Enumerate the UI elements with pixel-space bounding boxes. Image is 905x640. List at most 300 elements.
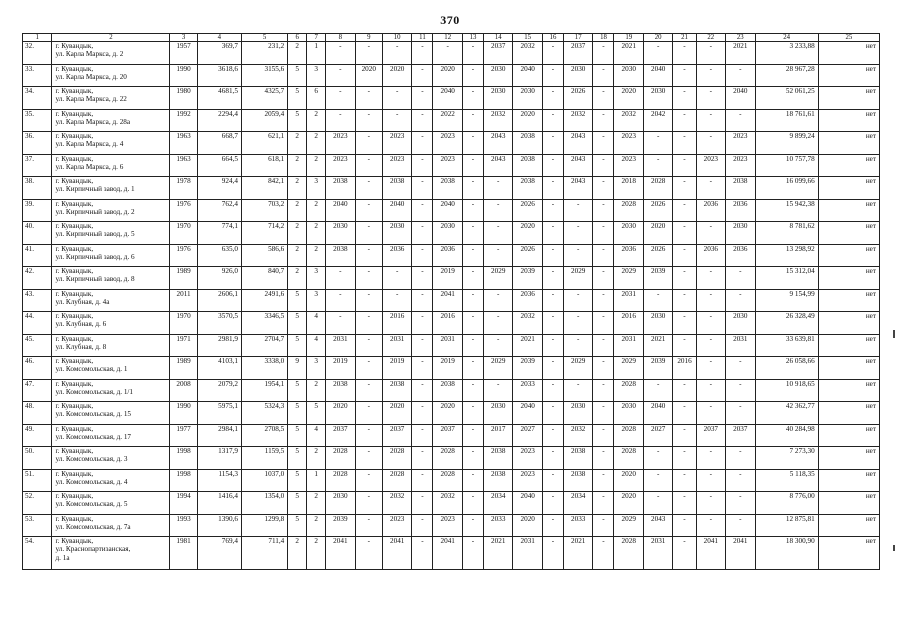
col-18-cell: - — [593, 379, 614, 402]
col-10-cell: - — [382, 87, 411, 110]
col-16-cell: - — [542, 469, 563, 492]
col-9-cell: - — [355, 312, 382, 335]
col-12-cell: 2016 — [433, 312, 462, 335]
col-16-cell: - — [542, 132, 563, 155]
col-10-cell: 2028 — [382, 447, 411, 470]
col-9-cell: - — [355, 469, 382, 492]
col-15-cell: 2027 — [513, 424, 542, 447]
col-10-cell: - — [382, 267, 411, 290]
floors-cell: 5 — [288, 402, 307, 425]
col-10-cell: 2023 — [382, 154, 411, 177]
col-12-cell: 2041 — [433, 289, 462, 312]
col-21-cell: - — [673, 244, 696, 267]
col-25-cell: нет — [818, 514, 879, 537]
total-area-cell: 5975,1 — [197, 402, 241, 425]
col-9-cell: - — [355, 199, 382, 222]
col-21-cell: - — [673, 492, 696, 515]
col-20-cell: - — [643, 42, 672, 65]
col-20-cell: 2043 — [643, 514, 672, 537]
col-14-cell: - — [483, 199, 512, 222]
row-number-cell: 46. — [23, 357, 52, 380]
col-22-cell: - — [696, 42, 725, 65]
col-18-cell: - — [593, 357, 614, 380]
entrances-cell: 2 — [307, 514, 326, 537]
col-9-cell: - — [355, 379, 382, 402]
col-23-cell: - — [726, 289, 755, 312]
col-23-cell: - — [726, 402, 755, 425]
col-20-cell: - — [643, 154, 672, 177]
col-22-cell: 2041 — [696, 537, 725, 570]
col-16-cell: - — [542, 177, 563, 200]
margin-mark — [893, 545, 895, 551]
col-11-cell: - — [412, 289, 433, 312]
floors-cell: 2 — [288, 132, 307, 155]
col-13-cell: - — [462, 87, 483, 110]
col-22-cell: - — [696, 447, 725, 470]
col-11-cell: - — [412, 109, 433, 132]
col-8-cell: 2030 — [326, 222, 355, 245]
col-13-cell: - — [462, 199, 483, 222]
entrances-cell: 5 — [307, 402, 326, 425]
col-16-cell: - — [542, 154, 563, 177]
repair-cost-cell: 42 362,77 — [755, 402, 818, 425]
col-22-cell: - — [696, 177, 725, 200]
col-20-cell: 2028 — [643, 177, 672, 200]
col-11-cell: - — [412, 492, 433, 515]
row-number-cell: 53. — [23, 514, 52, 537]
year-built-cell: 1998 — [170, 447, 197, 470]
col-16-cell: - — [542, 109, 563, 132]
col-19-cell: 2028 — [614, 537, 643, 570]
col-22-cell: - — [696, 312, 725, 335]
col-19-cell: 2023 — [614, 154, 643, 177]
entrances-cell: 2 — [307, 132, 326, 155]
col-20-cell: 2027 — [643, 424, 672, 447]
total-area-cell: 774,1 — [197, 222, 241, 245]
living-area-cell: 711,4 — [241, 537, 287, 570]
year-built-cell: 1970 — [170, 222, 197, 245]
col-22-cell: - — [696, 469, 725, 492]
entrances-cell: 4 — [307, 334, 326, 357]
row-number-cell: 48. — [23, 402, 52, 425]
col-11-cell: - — [412, 469, 433, 492]
col-22-cell: - — [696, 87, 725, 110]
floors-cell: 5 — [288, 424, 307, 447]
floors-cell: 5 — [288, 312, 307, 335]
col-16-cell: - — [542, 402, 563, 425]
col-23-cell: - — [726, 514, 755, 537]
year-built-cell: 1994 — [170, 492, 197, 515]
col-11-cell: - — [412, 447, 433, 470]
row-number-cell: 38. — [23, 177, 52, 200]
living-area-cell: 840,7 — [241, 267, 287, 290]
col-20-cell: 2040 — [643, 64, 672, 87]
col-15-cell: 2032 — [513, 42, 542, 65]
column-number-cell: 25 — [818, 34, 879, 42]
col-10-cell: - — [382, 109, 411, 132]
col-9-cell: - — [355, 424, 382, 447]
column-number-cell: 7 — [307, 34, 326, 42]
floors-cell: 2 — [288, 244, 307, 267]
living-area-cell: 1037,0 — [241, 469, 287, 492]
row-number-cell: 35. — [23, 109, 52, 132]
floors-cell: 2 — [288, 42, 307, 65]
living-area-cell: 3155,6 — [241, 64, 287, 87]
col-14-cell: - — [483, 177, 512, 200]
year-built-cell: 1957 — [170, 42, 197, 65]
col-10-cell: 2020 — [382, 402, 411, 425]
col-23-cell: - — [726, 109, 755, 132]
col-22-cell: - — [696, 514, 725, 537]
col-22-cell: - — [696, 357, 725, 380]
col-9-cell: - — [355, 87, 382, 110]
col-17-cell: 2030 — [563, 64, 592, 87]
floors-cell: 5 — [288, 447, 307, 470]
col-21-cell: - — [673, 64, 696, 87]
col-19-cell: 2030 — [614, 402, 643, 425]
col-20-cell: 2026 — [643, 244, 672, 267]
col-9-cell: - — [355, 42, 382, 65]
col-20-cell: - — [643, 492, 672, 515]
col-21-cell: - — [673, 87, 696, 110]
row-number-cell: 42. — [23, 267, 52, 290]
living-area-cell: 2059,4 — [241, 109, 287, 132]
floors-cell: 2 — [288, 199, 307, 222]
col-22-cell: - — [696, 289, 725, 312]
col-25-cell: нет — [818, 492, 879, 515]
col-19-cell: 2029 — [614, 267, 643, 290]
living-area-cell: 842,1 — [241, 177, 287, 200]
col-10-cell: 2016 — [382, 312, 411, 335]
floors-cell: 9 — [288, 357, 307, 380]
col-23-cell: 2023 — [726, 132, 755, 155]
address-cell: г. Кувандык, ул. Комсомольская, д. 1 — [52, 357, 170, 380]
living-area-cell: 714,2 — [241, 222, 287, 245]
col-21-cell: - — [673, 469, 696, 492]
col-14-cell: 2033 — [483, 514, 512, 537]
column-number-cell: 15 — [513, 34, 542, 42]
col-17-cell: 2030 — [563, 402, 592, 425]
col-9-cell: - — [355, 514, 382, 537]
col-17-cell: - — [563, 334, 592, 357]
row-number-cell: 32. — [23, 42, 52, 65]
col-12-cell: 2020 — [433, 64, 462, 87]
col-17-cell: - — [563, 312, 592, 335]
table-row — [23, 514, 880, 537]
col-12-cell: 2036 — [433, 244, 462, 267]
col-19-cell: 2032 — [614, 109, 643, 132]
entrances-cell: 3 — [307, 267, 326, 290]
col-13-cell: - — [462, 537, 483, 570]
col-22-cell: 2023 — [696, 154, 725, 177]
col-20-cell: - — [643, 447, 672, 470]
year-built-cell: 1990 — [170, 64, 197, 87]
col-22-cell: - — [696, 334, 725, 357]
col-8-cell: 2038 — [326, 244, 355, 267]
col-18-cell: - — [593, 154, 614, 177]
col-18-cell: - — [593, 109, 614, 132]
col-22-cell: 2036 — [696, 199, 725, 222]
entrances-cell: 3 — [307, 289, 326, 312]
col-16-cell: - — [542, 514, 563, 537]
row-number-cell: 44. — [23, 312, 52, 335]
total-area-cell: 2294,4 — [197, 109, 241, 132]
col-22-cell: 2036 — [696, 244, 725, 267]
col-10-cell: 2036 — [382, 244, 411, 267]
year-built-cell: 1976 — [170, 199, 197, 222]
col-10-cell: 2041 — [382, 537, 411, 570]
col-13-cell: - — [462, 289, 483, 312]
total-area-cell: 924,4 — [197, 177, 241, 200]
table-row — [23, 424, 880, 447]
col-14-cell: 2029 — [483, 357, 512, 380]
repair-cost-cell: 7 273,30 — [755, 447, 818, 470]
col-22-cell: - — [696, 222, 725, 245]
col-14-cell: - — [483, 222, 512, 245]
col-23-cell: - — [726, 492, 755, 515]
col-8-cell: 2038 — [326, 177, 355, 200]
floors-cell: 5 — [288, 334, 307, 357]
address-cell: г. Кувандык, ул. Комсомольская, д. 17 — [52, 424, 170, 447]
year-built-cell: 1989 — [170, 357, 197, 380]
col-12-cell: 2040 — [433, 199, 462, 222]
col-21-cell: - — [673, 267, 696, 290]
table-row — [23, 244, 880, 267]
total-area-cell: 3570,5 — [197, 312, 241, 335]
column-number-cell: 22 — [696, 34, 725, 42]
entrances-cell: 6 — [307, 87, 326, 110]
col-19-cell: 2023 — [614, 132, 643, 155]
col-17-cell: 2038 — [563, 469, 592, 492]
col-12-cell: 2019 — [433, 267, 462, 290]
col-11-cell: - — [412, 222, 433, 245]
col-19-cell: 2029 — [614, 357, 643, 380]
col-13-cell: - — [462, 334, 483, 357]
col-18-cell: - — [593, 424, 614, 447]
col-8-cell: - — [326, 42, 355, 65]
year-built-cell: 1990 — [170, 402, 197, 425]
col-21-cell: - — [673, 42, 696, 65]
col-20-cell: 2021 — [643, 334, 672, 357]
col-8-cell: 2023 — [326, 132, 355, 155]
address-cell: г. Кувандык, ул. Карла Маркса, д. 20 — [52, 64, 170, 87]
table-row — [23, 222, 880, 245]
col-14-cell: 2043 — [483, 132, 512, 155]
address-cell: г. Кувандык, ул. Кирпичный завод, д. 5 — [52, 222, 170, 245]
col-16-cell: - — [542, 42, 563, 65]
total-area-cell: 2984,1 — [197, 424, 241, 447]
address-cell: г. Кувандык, ул. Клубная, д. 4а — [52, 289, 170, 312]
col-20-cell: 2031 — [643, 537, 672, 570]
col-18-cell: - — [593, 42, 614, 65]
col-21-cell: - — [673, 289, 696, 312]
total-area-cell: 2606,1 — [197, 289, 241, 312]
col-25-cell: нет — [818, 334, 879, 357]
col-25-cell: нет — [818, 154, 879, 177]
entrances-cell: 3 — [307, 177, 326, 200]
entrances-cell: 2 — [307, 447, 326, 470]
col-20-cell: 2026 — [643, 199, 672, 222]
col-21-cell: - — [673, 514, 696, 537]
repair-cost-cell: 15 312,04 — [755, 267, 818, 290]
col-25-cell: нет — [818, 447, 879, 470]
table-row — [23, 469, 880, 492]
col-18-cell: - — [593, 402, 614, 425]
col-18-cell: - — [593, 199, 614, 222]
repair-cost-cell: 18 761,61 — [755, 109, 818, 132]
repair-cost-cell: 10 757,78 — [755, 154, 818, 177]
living-area-cell: 586,6 — [241, 244, 287, 267]
address-cell: г. Кувандык, ул. Краснопартизанская, д. 1а — [52, 537, 170, 570]
col-15-cell: 2026 — [513, 199, 542, 222]
col-23-cell: - — [726, 379, 755, 402]
column-number-cell: 8 — [326, 34, 355, 42]
entrances-cell: 2 — [307, 199, 326, 222]
col-9-cell: - — [355, 289, 382, 312]
col-11-cell: - — [412, 379, 433, 402]
col-8-cell: 2041 — [326, 537, 355, 570]
total-area-cell: 1416,4 — [197, 492, 241, 515]
col-11-cell: - — [412, 64, 433, 87]
col-16-cell: - — [542, 289, 563, 312]
repair-cost-cell: 52 061,25 — [755, 87, 818, 110]
col-17-cell: - — [563, 199, 592, 222]
col-13-cell: - — [462, 514, 483, 537]
col-12-cell: 2023 — [433, 154, 462, 177]
col-12-cell: 2038 — [433, 177, 462, 200]
total-area-cell: 1154,3 — [197, 469, 241, 492]
col-10-cell: 2030 — [382, 222, 411, 245]
col-10-cell: 2020 — [382, 64, 411, 87]
col-11-cell: - — [412, 177, 433, 200]
col-8-cell: - — [326, 64, 355, 87]
total-area-cell: 2981,9 — [197, 334, 241, 357]
table-row — [23, 492, 880, 515]
col-18-cell: - — [593, 514, 614, 537]
repair-cost-cell: 26 058,66 — [755, 357, 818, 380]
entrances-cell: 3 — [307, 357, 326, 380]
table-row — [23, 289, 880, 312]
col-25-cell: нет — [818, 424, 879, 447]
total-area-cell: 668,7 — [197, 132, 241, 155]
year-built-cell: 1980 — [170, 87, 197, 110]
col-13-cell: - — [462, 469, 483, 492]
col-18-cell: - — [593, 222, 614, 245]
col-16-cell: - — [542, 87, 563, 110]
col-13-cell: - — [462, 132, 483, 155]
repair-cost-cell: 8 776,00 — [755, 492, 818, 515]
col-10-cell: - — [382, 289, 411, 312]
row-number-cell: 54. — [23, 537, 52, 570]
col-12-cell: 2022 — [433, 109, 462, 132]
col-8-cell: 2039 — [326, 514, 355, 537]
col-23-cell: - — [726, 469, 755, 492]
living-area-cell: 231,2 — [241, 42, 287, 65]
col-23-cell: 2037 — [726, 424, 755, 447]
col-15-cell: 2026 — [513, 244, 542, 267]
year-built-cell: 1981 — [170, 537, 197, 570]
year-built-cell: 1992 — [170, 109, 197, 132]
address-cell: г. Кувандык, ул. Клубная, д. 8 — [52, 334, 170, 357]
col-13-cell: - — [462, 244, 483, 267]
address-cell: г. Кувандык, ул. Кирпичный завод, д. 1 — [52, 177, 170, 200]
col-11-cell: - — [412, 132, 433, 155]
col-25-cell: нет — [818, 357, 879, 380]
col-10-cell: 2038 — [382, 177, 411, 200]
living-area-cell: 3338,0 — [241, 357, 287, 380]
col-25-cell: нет — [818, 537, 879, 570]
address-cell: г. Кувандык, ул. Кирпичный завод, д. 2 — [52, 199, 170, 222]
col-14-cell: 2043 — [483, 154, 512, 177]
table-row — [23, 199, 880, 222]
col-16-cell: - — [542, 424, 563, 447]
living-area-cell: 618,1 — [241, 154, 287, 177]
total-area-cell: 2079,2 — [197, 379, 241, 402]
col-20-cell: 2020 — [643, 222, 672, 245]
col-13-cell: - — [462, 42, 483, 65]
col-8-cell: 2040 — [326, 199, 355, 222]
column-number-row — [23, 34, 880, 42]
col-14-cell: 2038 — [483, 469, 512, 492]
row-number-cell: 43. — [23, 289, 52, 312]
repair-cost-cell: 15 942,38 — [755, 199, 818, 222]
col-21-cell: - — [673, 154, 696, 177]
col-22-cell: - — [696, 492, 725, 515]
col-22-cell: - — [696, 267, 725, 290]
col-10-cell: 2019 — [382, 357, 411, 380]
col-15-cell: 2040 — [513, 402, 542, 425]
column-number-cell: 17 — [563, 34, 592, 42]
col-10-cell: 2031 — [382, 334, 411, 357]
page-number: 370 — [440, 13, 460, 27]
column-number-cell: 24 — [755, 34, 818, 42]
col-18-cell: - — [593, 87, 614, 110]
col-17-cell: - — [563, 379, 592, 402]
col-19-cell: 2021 — [614, 42, 643, 65]
col-9-cell: - — [355, 177, 382, 200]
col-21-cell: - — [673, 312, 696, 335]
row-number-cell: 50. — [23, 447, 52, 470]
year-built-cell: 1989 — [170, 267, 197, 290]
col-11-cell: - — [412, 402, 433, 425]
col-13-cell: - — [462, 222, 483, 245]
table-row — [23, 379, 880, 402]
address-cell: г. Кувандык, ул. Комсомольская, д. 15 — [52, 402, 170, 425]
col-16-cell: - — [542, 357, 563, 380]
floors-cell: 5 — [288, 379, 307, 402]
col-9-cell: - — [355, 447, 382, 470]
col-15-cell: 2038 — [513, 132, 542, 155]
col-25-cell: нет — [818, 289, 879, 312]
col-14-cell: 2017 — [483, 424, 512, 447]
col-12-cell: 2032 — [433, 492, 462, 515]
repair-cost-cell: 40 284,98 — [755, 424, 818, 447]
floors-cell: 5 — [288, 469, 307, 492]
column-number-cell: 10 — [382, 34, 411, 42]
total-area-cell: 369,7 — [197, 42, 241, 65]
total-area-cell: 1390,6 — [197, 514, 241, 537]
col-14-cell: 2037 — [483, 42, 512, 65]
col-14-cell: 2030 — [483, 64, 512, 87]
address-cell: г. Кувандык, ул. Комсомольская, д. 1/1 — [52, 379, 170, 402]
col-15-cell: 2020 — [513, 109, 542, 132]
col-21-cell: - — [673, 402, 696, 425]
col-20-cell: - — [643, 132, 672, 155]
col-11-cell: - — [412, 87, 433, 110]
col-19-cell: 2020 — [614, 492, 643, 515]
total-area-cell: 664,5 — [197, 154, 241, 177]
row-number-cell: 47. — [23, 379, 52, 402]
